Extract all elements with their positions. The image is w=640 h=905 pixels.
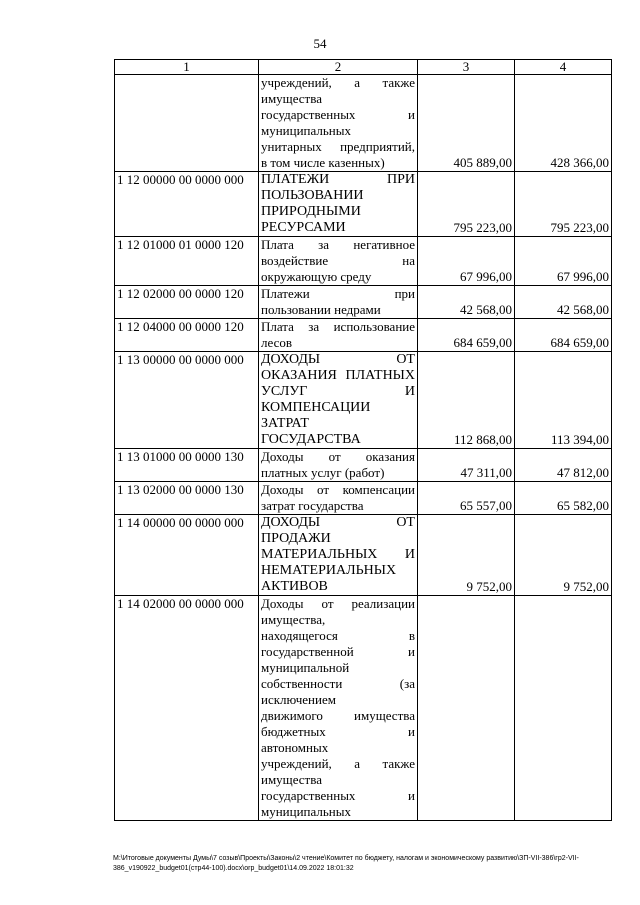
amount-col-4-cell	[515, 596, 612, 821]
item-name-line: в том числе казенных)	[261, 155, 385, 170]
table-row	[115, 286, 612, 319]
item-name-line: движимого имущества	[261, 708, 415, 723]
item-name-line: Доходы от компенсации	[261, 482, 415, 497]
item-name-line: имущества	[261, 91, 322, 106]
budget-code-cell: 1 12 04000 00 0000 120	[115, 319, 259, 352]
item-name-line: затрат государства	[261, 498, 364, 513]
item-name-cell	[259, 172, 418, 237]
table-row	[115, 482, 612, 515]
page-number: 54	[313, 36, 327, 51]
amount-col-4-cell: 428 366,00	[515, 75, 612, 172]
budget-code-cell: 1 12 01000 01 0000 120	[115, 237, 259, 286]
amount-col-3-cell: 795 223,00	[418, 172, 515, 237]
item-name-line: Плата за использование	[261, 319, 415, 334]
amount-col-4-cell: 67 996,00	[515, 237, 612, 286]
header-col-3: 3	[418, 60, 515, 75]
item-name-line: учреждений, а также	[261, 75, 415, 90]
amount-col-3-cell	[418, 596, 515, 821]
footer-path-line-1: M:\Итоговые документы Думы\7 созыв\Проекты\Законы\2 чтение\Комитет по бюджету, налогам и экономическому развитию\ЗП-VII-386\гр2-VII-	[113, 855, 579, 862]
table-row	[115, 319, 612, 352]
table-header	[115, 60, 612, 75]
item-name-line: Доходы от оказания	[261, 449, 415, 464]
amount-col-4-cell: 795 223,00	[515, 172, 612, 237]
budget-table	[114, 59, 612, 821]
item-name-line: Доходы от реализации	[261, 596, 415, 611]
item-name-line: бюджетных и	[261, 724, 415, 739]
item-name-line: пользовании недрами	[261, 302, 381, 317]
header-col-1: 1	[115, 60, 259, 75]
item-name-line: исключением	[261, 692, 336, 707]
item-name-line: УСЛУГ И	[261, 384, 415, 399]
amount-col-4-cell: 65 582,00	[515, 482, 612, 515]
amount-col-3-cell: 67 996,00	[418, 237, 515, 286]
item-name-cell	[259, 75, 418, 172]
amount-col-4-cell: 42 568,00	[515, 286, 612, 319]
item-name-line: имущества	[261, 772, 322, 787]
item-name-line: ЗАТРАТ	[261, 416, 309, 431]
item-name-line: окружающую среду	[261, 269, 372, 284]
item-name-line: Плата за негативное	[261, 237, 415, 252]
table-row	[115, 449, 612, 482]
table-row	[115, 172, 612, 237]
table-row	[115, 515, 612, 596]
item-name-line: воздействие на	[261, 253, 415, 268]
item-name-line: ПРИРОДНЫМИ	[261, 204, 361, 219]
amount-col-3-cell: 42 568,00	[418, 286, 515, 319]
budget-code-cell: 1 14 00000 00 0000 000	[115, 515, 259, 596]
amount-col-3-cell: 9 752,00	[418, 515, 515, 596]
budget-code-cell: 1 12 00000 00 0000 000	[115, 172, 259, 237]
budget-code-cell: 1 12 02000 00 0000 120	[115, 286, 259, 319]
amount-col-3-cell: 112 868,00	[418, 352, 515, 449]
item-name-line: ПРОДАЖИ	[261, 531, 331, 546]
item-name-line: находящегося в	[261, 628, 415, 643]
item-name-line: АКТИВОВ	[261, 579, 328, 594]
item-name-line: имущества,	[261, 612, 326, 627]
item-name-line: Платежи при	[261, 286, 415, 301]
item-name-line: собственности (за	[261, 676, 415, 691]
header-col-4: 4	[515, 60, 612, 75]
item-name-line: лесов	[261, 335, 292, 350]
item-name-line: ДОХОДЫ ОТ	[261, 515, 415, 530]
item-name-line: муниципальных	[261, 804, 352, 819]
amount-col-3-cell: 684 659,00	[418, 319, 515, 352]
budget-code-cell: 1 14 02000 00 0000 000	[115, 596, 259, 821]
table-row	[115, 75, 612, 172]
budget-code-cell	[115, 75, 259, 172]
amount-col-4-cell: 47 812,00	[515, 449, 612, 482]
item-name-line: учреждений, а также	[261, 756, 415, 771]
budget-code-cell: 1 13 01000 00 0000 130	[115, 449, 259, 482]
table-body	[115, 75, 612, 821]
item-name-line: ПОЛЬЗОВАНИИ	[261, 188, 364, 203]
item-name-line: ОКАЗАНИЯ ПЛАТНЫХ	[261, 368, 415, 383]
item-name-line: ДОХОДЫ ОТ	[261, 352, 415, 367]
item-name-line: муниципальных	[261, 123, 352, 138]
item-name-cell	[259, 515, 418, 596]
item-name-cell	[259, 319, 418, 352]
item-name-line: ПЛАТЕЖИ ПРИ	[261, 172, 415, 187]
table-row	[115, 596, 612, 821]
item-name-line: муниципальной	[261, 660, 350, 675]
budget-code-cell: 1 13 00000 00 0000 000	[115, 352, 259, 449]
item-name-line: ГОСУДАРСТВА	[261, 432, 361, 447]
item-name-cell	[259, 237, 418, 286]
amount-col-3-cell: 65 557,00	[418, 482, 515, 515]
header-col-2: 2	[259, 60, 418, 75]
amount-col-3-cell: 405 889,00	[418, 75, 515, 172]
item-name-line: РЕСУРСАМИ	[261, 220, 346, 235]
item-name-line: государственной и	[261, 644, 415, 659]
item-name-line: платных услуг (работ)	[261, 465, 385, 480]
item-name-cell	[259, 482, 418, 515]
item-name-line: МАТЕРИАЛЬНЫХ И	[261, 547, 415, 562]
item-name-cell	[259, 596, 418, 821]
amount-col-4-cell: 113 394,00	[515, 352, 612, 449]
footer-path-line-2: 386_v190922_budget01(стр44-100).docx\orp_budget01\14.09.2022 18:01:32	[113, 865, 354, 872]
item-name-line: унитарных предприятий,	[261, 139, 415, 154]
document-footer	[113, 854, 613, 874]
table-row	[115, 237, 612, 286]
item-name-cell	[259, 449, 418, 482]
header-row	[115, 60, 612, 75]
item-name-line: КОМПЕНСАЦИИ	[261, 400, 371, 415]
item-name-line: НЕМАТЕРИАЛЬНЫХ	[261, 563, 397, 578]
item-name-line: государственных и	[261, 788, 415, 803]
table-row	[115, 352, 612, 449]
amount-col-3-cell: 47 311,00	[418, 449, 515, 482]
amount-col-4-cell: 9 752,00	[515, 515, 612, 596]
item-name-cell	[259, 286, 418, 319]
budget-code-cell: 1 13 02000 00 0000 130	[115, 482, 259, 515]
item-name-line: государственных и	[261, 107, 415, 122]
item-name-line: автономных	[261, 740, 329, 755]
item-name-cell	[259, 352, 418, 449]
amount-col-4-cell: 684 659,00	[515, 319, 612, 352]
